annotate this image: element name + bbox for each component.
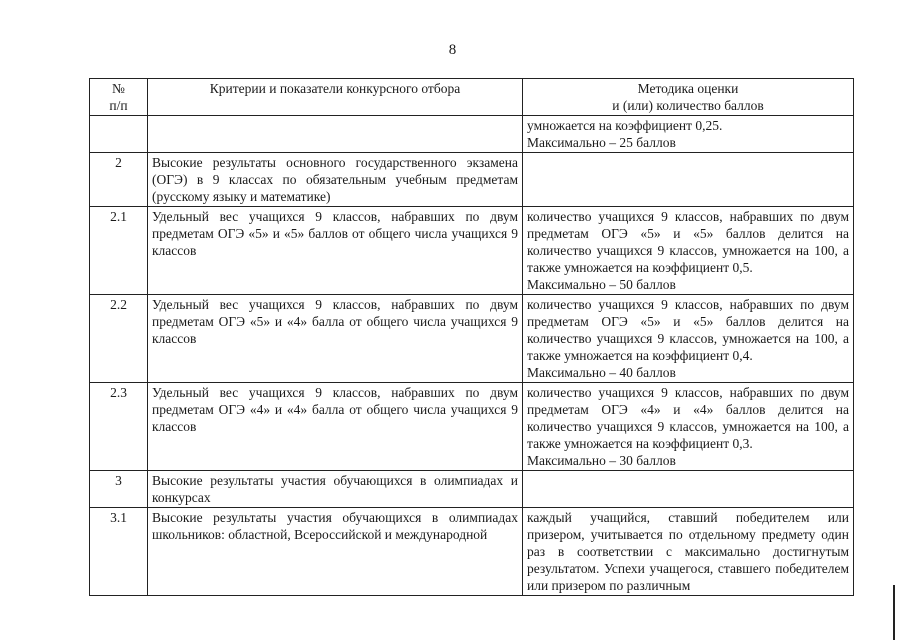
- row-method: количество учащихся 9 классов, набравших по двум предметам ОГЭ «4» и «4» баллов делится на количество учащихся 9 классов, умножается на 100, а также умножается на коэффициент 0,3. Максимально – 30 баллов: [523, 383, 854, 471]
- table-body: [90, 116, 854, 596]
- row-criteria: Высокие результаты участия обучающихся в олимпиадах школьников: областной, Всероссийской и международной: [148, 508, 523, 596]
- row-number: 3.1: [90, 508, 148, 596]
- header-number-line2: п/п: [109, 98, 128, 113]
- row-number: 3: [90, 471, 148, 508]
- row-number: 2.2: [90, 295, 148, 383]
- row-method: [523, 471, 854, 508]
- row-method: количество учащихся 9 классов, набравших по двум предметам ОГЭ «5» и «5» баллов делится на количество учащихся 9 классов, умножается на 100, а также умножается на коэффициент 0,4. Максимально – 40 баллов: [523, 295, 854, 383]
- table-row: [90, 207, 854, 295]
- table-row: [90, 471, 854, 508]
- row-criteria: Удельный вес учащихся 9 классов, набравших по двум предметам ОГЭ «5» и «5» баллов от общего числа учащихся 9 классов: [148, 207, 523, 295]
- row-criteria: [148, 116, 523, 153]
- header-method: [523, 79, 854, 116]
- page-edge-line: [893, 585, 895, 640]
- row-criteria: Удельный вес учащихся 9 классов, набравших по двум предметам ОГЭ «5» и «4» балла от общего числа учащихся 9 классов: [148, 295, 523, 383]
- row-criteria: Удельный вес учащихся 9 классов, набравших по двум предметам ОГЭ «4» и «4» балла от общего числа учащихся 9 классов: [148, 383, 523, 471]
- row-criteria: Высокие результаты участия обучающихся в олимпиадах и конкурсах: [148, 471, 523, 508]
- table-header-row: [90, 79, 854, 116]
- row-method: [523, 153, 854, 207]
- row-number: 2: [90, 153, 148, 207]
- row-method: каждый учащийся, ставший победителем или призером, учитывается по отдельному предмету один раз в соответствии с максимально достигнутым результатом. Успехи учащегося, ставшего победителем или призером по различным: [523, 508, 854, 596]
- row-method: умножается на коэффициент 0,25. Максимально – 25 баллов: [523, 116, 854, 153]
- header-number: [90, 79, 148, 116]
- header-method-line1: Методика оценки: [637, 81, 739, 96]
- row-number: [90, 116, 148, 153]
- row-number: 2.3: [90, 383, 148, 471]
- header-criteria: Критерии и показатели конкурсного отбора: [148, 79, 523, 116]
- table-row: [90, 295, 854, 383]
- row-criteria: Высокие результаты основного государственного экзамена (ОГЭ) в 9 классах по обязательным учебным предметам (русскому языку и математике): [148, 153, 523, 207]
- table-row: [90, 153, 854, 207]
- table-row: [90, 508, 854, 596]
- row-method: количество учащихся 9 классов, набравших по двум предметам ОГЭ «5» и «5» баллов делится на количество учащихся 9 классов, умножается на 100, а также умножается на коэффициент 0,5. Максимально – 50 баллов: [523, 207, 854, 295]
- header-number-line1: №: [112, 81, 125, 96]
- row-number: 2.1: [90, 207, 148, 295]
- page-number: 8: [448, 42, 457, 58]
- table-row: [90, 116, 854, 153]
- table-row: [90, 383, 854, 471]
- header-method-line2: и (или) количество баллов: [612, 98, 764, 113]
- criteria-table: [89, 78, 854, 596]
